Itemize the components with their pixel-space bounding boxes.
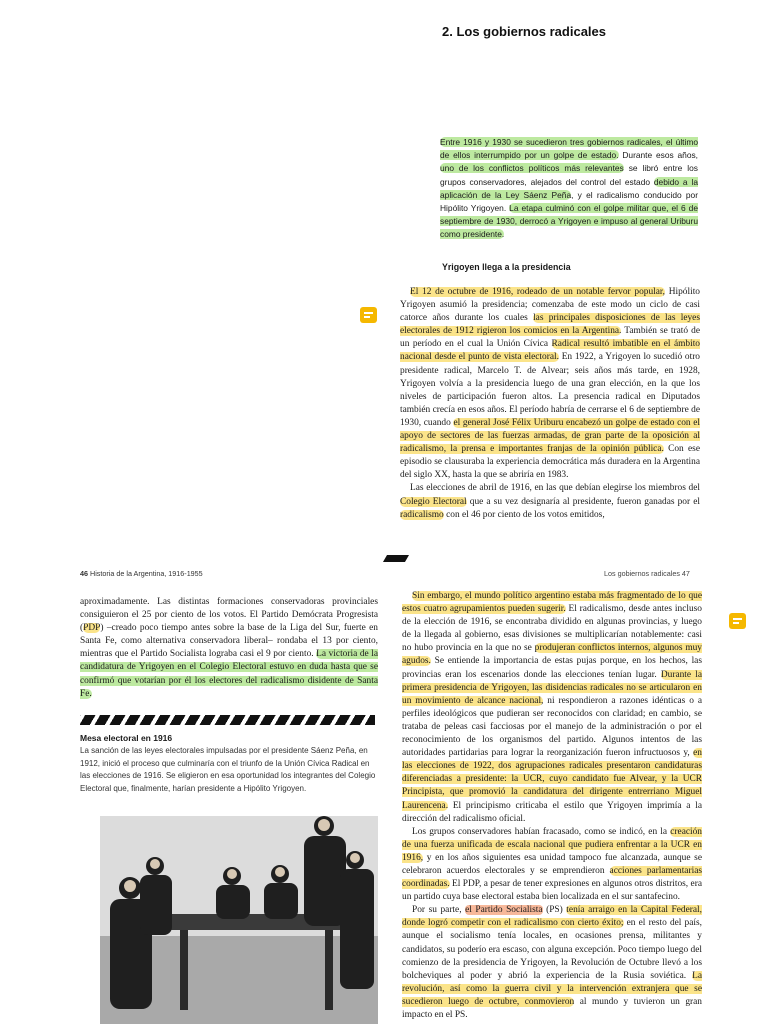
- text-run: aproximadamente. Las distintas formaciones conservadoras provinciales consiguieron el 25 por ciento de los votos. El Partido Demócrata Progresista (: [80, 597, 378, 634]
- highlighted-text: produjeran conflictos internos, algunos muy agudos.: [402, 643, 702, 667]
- paragraph: [402, 590, 702, 826]
- text-run: que a su vez designaría al presidente, fueron ganadas por el: [466, 496, 700, 507]
- highlighted-text: uno de los conflictos políticos más relevantes: [440, 163, 624, 174]
- text-run: , y el radicalismo conducido por Hipólito Yrigoyen.: [440, 189, 698, 214]
- note-icon[interactable]: [729, 613, 746, 629]
- subheading: Yrigoyen llega a la presidencia: [442, 262, 571, 272]
- highlighted-text: Durante la primera presidencia de Yrigoyen, las disidencias radicales no se articularon en un movimiento de alcance nacional,: [402, 669, 702, 706]
- highlighted-text: el general José Félix Uriburu encabezó un golpe de estado con el apoyo de sectores de las fuerzas armadas, de gran parte de la oposición al radicalismo, la prensa e importantes franjas de la opinión pública.: [400, 417, 700, 455]
- decorative-stripe: [80, 715, 375, 725]
- left-column: [80, 596, 378, 701]
- text-run: Se entiende la importancia de estas pujas porque, en los hechos, las provincias eran los escenarios donde las elecciones tenían lugar.: [402, 656, 702, 680]
- right-column-bottom: [402, 590, 702, 1022]
- highlighted-text: Sin embargo, el mundo político argentino estaba más fragmentado de lo que estos cuatro agrupamientos pueden sugerir.: [402, 591, 702, 615]
- paragraph: [402, 826, 702, 905]
- highlighted-text: debido a la aplicación de la Ley Sáenz Peña: [440, 176, 698, 200]
- intro-paragraph: [440, 136, 698, 242]
- photo-illustration: [100, 816, 378, 1024]
- page-break-mark: [383, 555, 409, 562]
- highlighted-text: Radical resultó imbatible en el ámbito nacional desde el punto de vista electoral.: [400, 339, 700, 363]
- page-number-left: 46: [80, 569, 88, 578]
- section-heading: 2. Los gobiernos radicales: [442, 24, 606, 39]
- text-run: Durante esos años,: [618, 150, 698, 161]
- highlighted-text: PDP: [83, 623, 101, 634]
- paragraph: [400, 286, 700, 482]
- footer-right: Los gobiernos radicales 47: [604, 569, 690, 578]
- text-run: Por su parte,: [412, 905, 466, 916]
- text-run: El principismo criticaba el estilo que Yrigoyen imprimía a la dirección del radicalismo oficial.: [402, 800, 702, 824]
- historical-photo: [100, 816, 378, 1024]
- note-icon[interactable]: [360, 307, 377, 323]
- text-run: (PS): [542, 905, 567, 916]
- paragraph: [400, 482, 700, 521]
- highlighted-text: las principales disposiciones de las leyes electorales de 1912 rigieron los comicios en la Argentina.: [400, 313, 700, 337]
- highlighted-text: La victoria de la candidatura de Yrigoyen en el Colegio Electoral estuvo en duda hasta que se confirmó que votarían por él los electores del radicalismo disidente de Santa Fe.: [80, 649, 378, 699]
- text-run: se libró entre los grupos conservadores, alejados del control del estado: [440, 163, 698, 187]
- right-column-top: [400, 286, 700, 522]
- highlighted-text: Entre 1916 y 1930 se sucedieron tres gobiernos radicales, el último de ellos interrumpido por un golpe de estado.: [440, 137, 698, 161]
- text-run: Las elecciones de abril de 1916, en las que debían elegirse los miembros del: [410, 483, 700, 494]
- highlighted-text: La etapa culminó con el golpe militar que, el 6 de septiembre de 1930, derrocó a Yrigoyen e impuso al general Uriburu como presidente.: [440, 203, 698, 240]
- highlighted-text: Colegio Electoral: [400, 496, 467, 507]
- text-run: El radicalismo, desde antes incluso de la elección de 1916, se encontraba dividido en algunas provincias, y luego de la llegada al gobierno, esas divisiones se multiplicarían notablemente: casi no hubo provincia en la que no se: [402, 604, 702, 654]
- text-run: y en los años siguientes esa unidad tampoco fue alcanzada, aunque se celebraron acuerdos electorales y se emprendieron: [402, 852, 702, 876]
- highlighted-text: acciones parlamentarias coordinadas.: [402, 865, 703, 890]
- text-run: También se trató de un período en el cual la Unión Cívica: [400, 326, 700, 350]
- highlighted-text: en las elecciones de 1922, dos agrupaciones radicales presentaron candidaturas diferenciadas a presidente: la UCR, cuyo candidato fue Alvear, y la UCR Principista, que promovió la candidatura del dirigente entrerriano Miguel Laurencena.: [402, 748, 702, 811]
- text-run: Con ese episodio se clausuraba la experiencia democrática más duradera en la Argentina del siglo XX, hasta la que se abriría en 1983.: [400, 444, 700, 481]
- text-run: El PDP, a pesar de tener expresiones en algunos otros distritos, era un partido cuya base electoral estaba bien localizada en el sur santafecino.: [402, 879, 702, 903]
- caption-title: Mesa electoral en 1916: [80, 733, 173, 743]
- paragraph: [402, 904, 702, 1022]
- highlighted-text: radicalismo: [400, 509, 444, 520]
- highlighted-text: El 12 de octubre de 1916, rodeado de un notable fervor popular,: [410, 287, 666, 297]
- text-run: en el resto del país, aunque el socialismo tenía locales, en ocasiones prensa, militantes y candidatos, su poderío era escaso, con alguna excepción. Poco tiempo luego del comienzo de la presidencia de Yrigoyen, la Revolución de Octubre llevó a los bolcheviques al poder y abrió la experiencia de la Rusia soviética.: [402, 918, 702, 981]
- text-run: Hipólito Yrigoyen asumió la presidencia; comenzaba de este modo un ciclo de casi catorce años durante los cuales: [400, 287, 700, 324]
- highlighted-text: tenía arraigo en la Capital Federal, donde logró competir con el radicalismo con cierto éxito;: [402, 905, 702, 929]
- highlighted-text: creación de una fuerza unificada de escala nacional que pudiera enfrentar a la UCR en 1916,: [402, 826, 702, 863]
- text-run: ) –creado poco tiempo antes sobre la base de la Liga del Sur, fuerte en Santa Fe, como alternativa conservadora liberal– rondaba el 13 por ciento, mientras que el Partido Socialista lograba casi el 9 por ciento.: [80, 623, 378, 660]
- text-run: al mundo y tuvieron un gran impacto en el PS.: [402, 996, 702, 1020]
- caption-body: La sanción de las leyes electorales impulsadas por el presidente Sáenz Peña, en 1912, inició el proceso que culminaría con el triunfo de la Unión Cívica Radical en las elecciones de 1916. Se eligieron en esa oportunidad los integrantes del Colegio Electoral que, finalmente, harían presidente a Hipólito Yrigoyen.: [80, 746, 376, 793]
- text-run: ni respondieron a razones idénticas o a perfiles ideológicos que pudieran ser reconocidos con claridad; en cambio, se trataba de peleas casi facciosas por el manejo de la administración o por el reconocimiento de los organismos del partido. Algunos intentos de las autoridades partidarias para lograr la reorganización fueron infructuosos y,: [402, 695, 702, 759]
- highlighted-text: el Partido Socialista: [465, 905, 543, 916]
- highlighted-text: La revolución, así como la guerra civil y la intervención extranjera que se sucedieron luego de octubre, conmovieron: [402, 970, 702, 1007]
- book-title: Historia de la Argentina, 1916-1955: [90, 569, 203, 578]
- text-run: En 1922, a Yrigoyen lo sucedió otro presidente radical, Marcelo T. de Alvear; seis años más tarde, en 1928, Yrigoyen volvía a la presidencia luego de una gran elección, en la que los niveles de participación fueron altos. La presencia radical en Diputados también crecía en esos años. El período habría de cerrarse el 6 de septiembre de 1930, cuando: [400, 352, 700, 428]
- text-run: Los grupos conservadores habían fracasado, como se indicó, en la: [412, 826, 671, 837]
- footer-left: [80, 569, 203, 578]
- text-run: con el 46 por ciento de los votos emitidos,: [443, 509, 605, 520]
